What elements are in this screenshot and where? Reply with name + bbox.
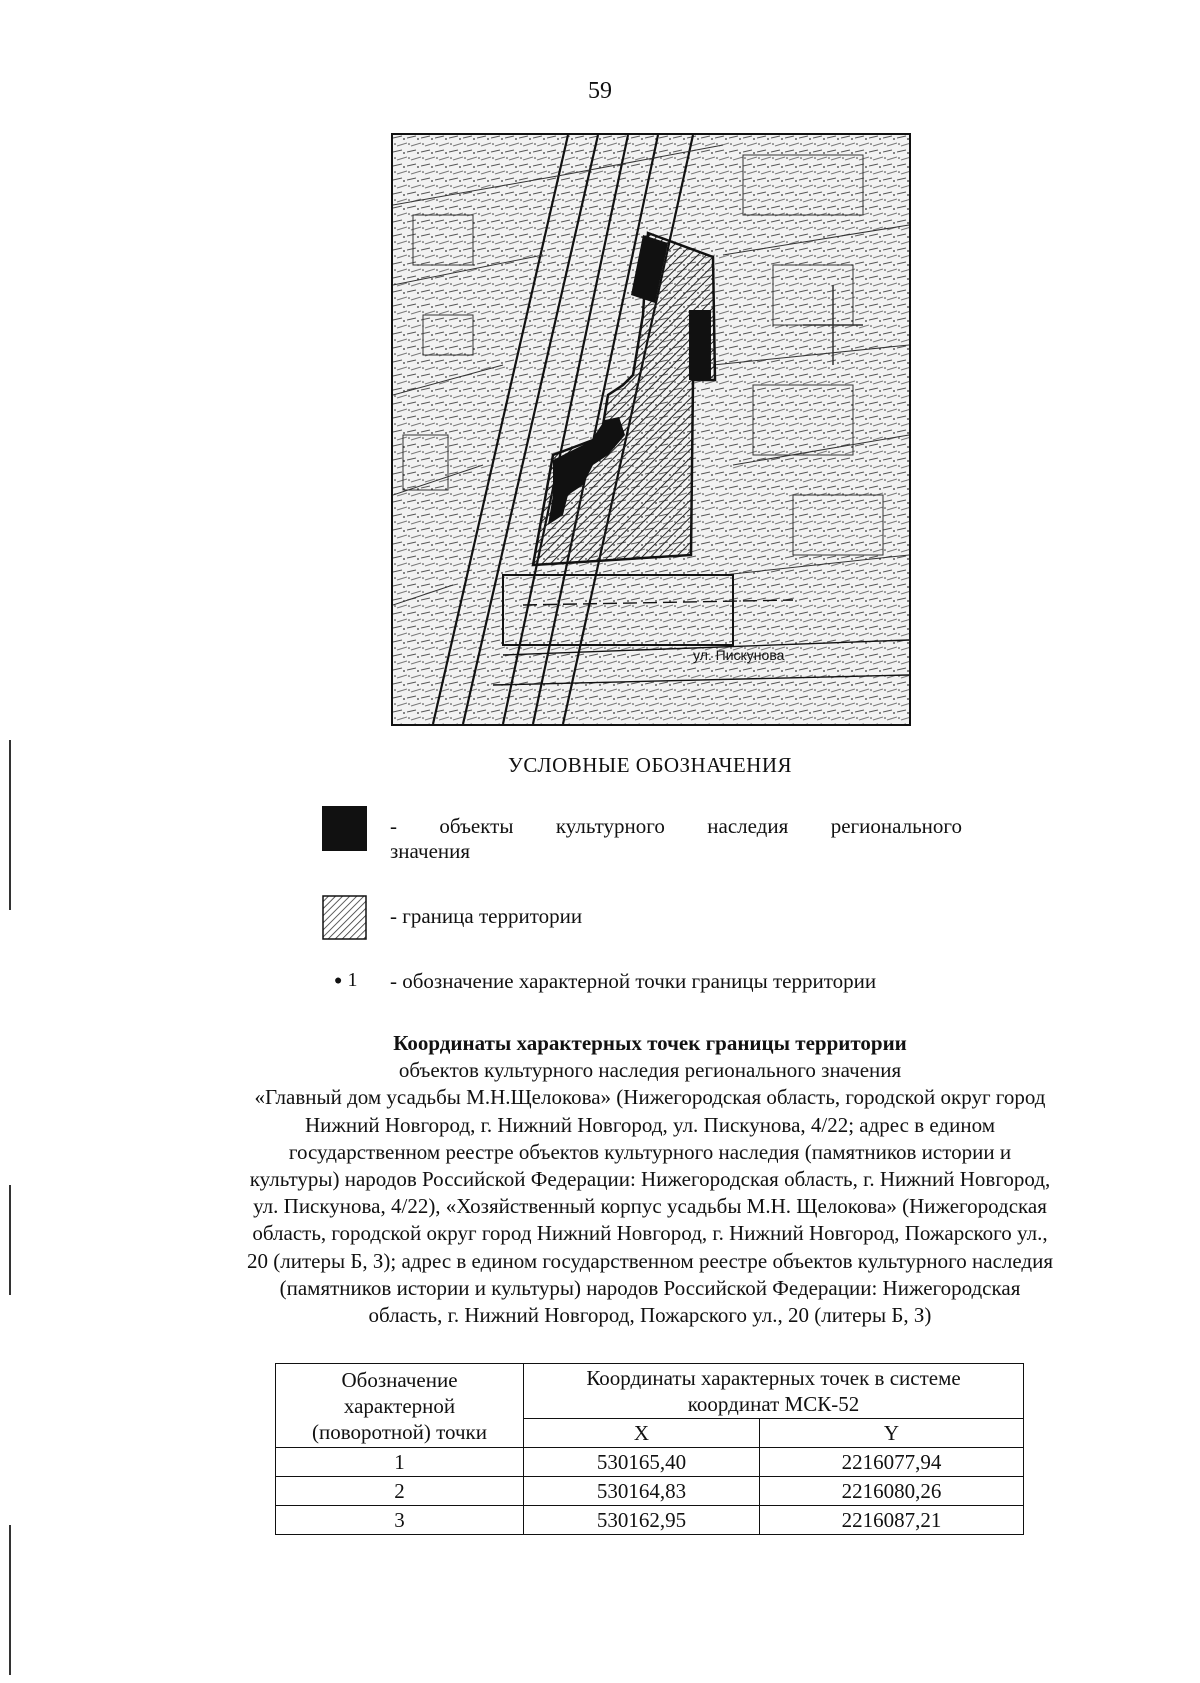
scan-margin-mark <box>9 1525 11 1675</box>
caption-line: ул. Пискунова, 4/22), «Хозяйственный корпус усадьбы М.Н. Щелокова» (Нижегородская <box>253 1194 1047 1219</box>
caption-line: область, городской округ город Нижний Новгород, г. Нижний Новгород, Пожарского ул., <box>252 1221 1048 1246</box>
cell-y: 2216080,26 <box>760 1477 1024 1506</box>
cell-x: 530164,83 <box>524 1477 760 1506</box>
caption-line: «Главный дом усадьбы М.Н.Щелокова» (Нижегородская область, городской округ город <box>254 1085 1046 1110</box>
header-point: Обозначение характерной (поворотной) точки <box>276 1364 524 1448</box>
caption-title: Координаты характерных точек границы территории <box>393 1031 907 1055</box>
cell-y: 2216087,21 <box>760 1506 1024 1535</box>
solid-black-square-icon <box>322 806 367 851</box>
legend-boundary-text: - граница территории <box>390 904 583 928</box>
point-marker-icon: ● 1 <box>334 969 358 991</box>
header-y: Y <box>760 1419 1024 1448</box>
table-row <box>276 1477 1024 1506</box>
caption-line: культуры) народов Российской Федерации: Нижегородская область, г. Нижний Новгород, <box>249 1167 1051 1192</box>
cell-y: 2216077,94 <box>760 1448 1024 1477</box>
cadastral-map <box>391 133 911 726</box>
scan-margin-mark <box>9 740 11 910</box>
header-x: X <box>524 1419 760 1448</box>
cell-point: 1 <box>276 1448 524 1477</box>
legend-title: УСЛОВНЫЕ ОБОЗНАЧЕНИЯ <box>507 753 793 777</box>
header-coordinates: Координаты характерных точек в системе координат МСК-52 <box>524 1364 1024 1419</box>
scan-margin-mark <box>9 1185 11 1295</box>
cell-point: 3 <box>276 1506 524 1535</box>
hatched-square-icon <box>322 895 367 946</box>
caption-line: государственном реестре объектов культурного наследия (памятников истории и <box>288 1139 1012 1164</box>
caption-line: (памятников истории и культуры) народов Российской Федерации: Нижегородская <box>279 1275 1021 1300</box>
legend-heritage-line1: - объекты культурного наследия регионального <box>390 814 962 838</box>
caption-line: Нижний Новгород, г. Нижний Новгород, ул. Пискунова, 4/22; адрес в едином <box>305 1112 995 1137</box>
legend-heritage-line2: значения <box>390 839 471 863</box>
table-header-row <box>276 1364 1024 1419</box>
coordinates-caption <box>180 1030 1120 1329</box>
point-marker-label: 1 <box>347 969 358 991</box>
table-row <box>276 1448 1024 1477</box>
caption-line: 20 (литеры Б, З); адрес в едином государственном реестре объектов культурного наследия <box>247 1248 1053 1273</box>
legend-point-text: - обозначение характерной точки границы территории <box>390 969 877 993</box>
caption-line: область, г. Нижний Новгород, Пожарского ул., 20 (литеры Б, З) <box>368 1303 932 1328</box>
page-number: 59 <box>588 78 612 104</box>
map-drawing <box>393 135 909 724</box>
street-label: ул. Пискунова <box>693 647 785 663</box>
caption-line: объектов культурного наследия регионального значения <box>398 1058 902 1083</box>
cell-x: 530162,95 <box>524 1506 760 1535</box>
table-row <box>276 1506 1024 1535</box>
cell-point: 2 <box>276 1477 524 1506</box>
coordinates-table <box>275 1363 1024 1535</box>
cell-x: 530165,40 <box>524 1448 760 1477</box>
